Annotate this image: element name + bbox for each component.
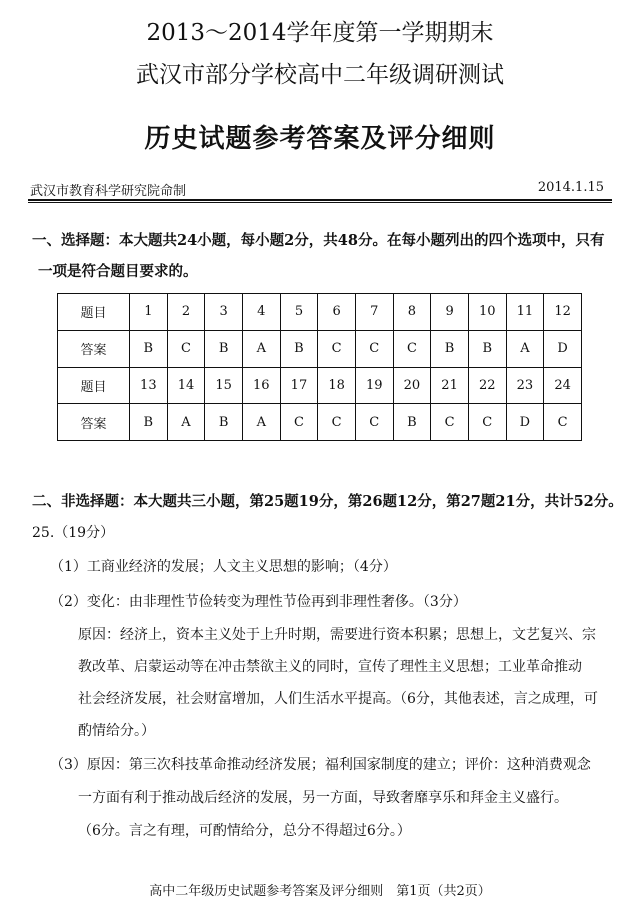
table-cell: 6 bbox=[318, 294, 356, 331]
table-cell: C bbox=[544, 404, 582, 441]
table-cell: B bbox=[431, 330, 469, 367]
table-cell: 4 bbox=[242, 294, 280, 331]
section1-heading: 一、选择题：本大题共24小题，每小题2分，共48分。在每小题列出的四个选项中，只有 bbox=[32, 232, 605, 249]
header-divider bbox=[28, 199, 612, 201]
section2-heading: 二、非选择题：本大题共三小题，第25题19分，第26题12分，第27题21分，共计52分。 bbox=[32, 493, 623, 510]
table-cell: 22 bbox=[468, 367, 506, 404]
table-cell: A bbox=[167, 404, 205, 441]
table-cell: 12 bbox=[544, 294, 582, 331]
header-divider-thin bbox=[28, 202, 612, 203]
answer-part3-note: （6分。言之有理，可酌情给分，总分不得超过6分。） bbox=[78, 823, 411, 839]
table-cell: C bbox=[393, 330, 431, 367]
page-footer: 高中二年级历史试题参考答案及评分细则 第1页（共2页） bbox=[149, 884, 491, 899]
answer-part2-reason: 原因：经济上，资本主义处于上升时期，需要进行资本积累；思想上，文艺复兴、宗 bbox=[78, 627, 596, 643]
question-label: 题目 bbox=[58, 367, 130, 404]
table-cell: 19 bbox=[355, 367, 393, 404]
table-cell: A bbox=[242, 404, 280, 441]
table-row bbox=[58, 367, 582, 404]
issue-date: 2014.1.15 bbox=[537, 180, 604, 195]
exam-title-line1: 2013～2014学年度第一学期期末 bbox=[146, 20, 494, 46]
answer-label: 答案 bbox=[58, 404, 130, 441]
exam-title-line2: 武汉市部分学校高中二年级调研测试 bbox=[136, 62, 504, 88]
table-cell: 10 bbox=[468, 294, 506, 331]
table-cell: 1 bbox=[130, 294, 168, 331]
table-cell: D bbox=[506, 404, 544, 441]
table-cell: 3 bbox=[205, 294, 243, 331]
question25-header: 25.（19分） bbox=[32, 525, 115, 541]
table-cell: D bbox=[544, 330, 582, 367]
answer-table bbox=[57, 293, 582, 441]
table-cell: 14 bbox=[167, 367, 205, 404]
table-cell: 17 bbox=[280, 367, 318, 404]
table-cell: B bbox=[130, 404, 168, 441]
table-cell: B bbox=[393, 404, 431, 441]
table-cell: 20 bbox=[393, 367, 431, 404]
table-cell: 13 bbox=[130, 367, 168, 404]
table-row bbox=[58, 404, 582, 441]
answer-part3-cont: 一方面有利于推动战后经济的发展，另一方面，导致奢靡享乐和拜金主义盛行。 bbox=[78, 790, 568, 806]
section1-heading-cont: 一项是符合题目要求的。 bbox=[38, 263, 198, 280]
table-cell: C bbox=[318, 330, 356, 367]
table-cell: 8 bbox=[393, 294, 431, 331]
issuer: 武汉市教育科学研究院命制 bbox=[30, 184, 187, 199]
table-cell: B bbox=[205, 330, 243, 367]
table-cell: 24 bbox=[544, 367, 582, 404]
question-label: 题目 bbox=[58, 294, 130, 331]
table-cell: 21 bbox=[431, 367, 469, 404]
table-cell: 5 bbox=[280, 294, 318, 331]
table-cell: 11 bbox=[506, 294, 544, 331]
answer-part2-reason: 酌情给分。） bbox=[78, 723, 155, 739]
table-cell: 7 bbox=[355, 294, 393, 331]
table-cell: A bbox=[242, 330, 280, 367]
table-cell: C bbox=[355, 330, 393, 367]
answer-part2: （2）变化：由非理性节俭转变为理性节俭再到非理性奢侈。（3分） bbox=[50, 594, 467, 610]
table-cell: C bbox=[468, 404, 506, 441]
answer-part2-reason: 社会经济发展，社会财富增加，人们生活水平提高。（6分，其他表述，言之成理，可 bbox=[78, 691, 598, 707]
table-cell: B bbox=[205, 404, 243, 441]
answer-label: 答案 bbox=[58, 330, 130, 367]
table-cell: 9 bbox=[431, 294, 469, 331]
table-cell: C bbox=[431, 404, 469, 441]
table-cell: 15 bbox=[205, 367, 243, 404]
table-cell: C bbox=[318, 404, 356, 441]
table-cell: C bbox=[280, 404, 318, 441]
table-cell: A bbox=[506, 330, 544, 367]
table-cell: B bbox=[130, 330, 168, 367]
table-cell: C bbox=[355, 404, 393, 441]
answer-part3: （3）原因：第三次科技革命推动经济发展；福利国家制度的建立；评价：这种消费观念 bbox=[50, 757, 591, 773]
answer-part1: （1）工商业经济的发展；人文主义思想的影响；（4分） bbox=[50, 559, 397, 575]
answer-part2-reason: 教改革、启蒙运动等在冲击禁欲主义的同时，宣传了理性主义思想；工业革命推动 bbox=[78, 659, 582, 675]
table-row bbox=[58, 294, 582, 331]
document-title: 历史试题参考答案及评分细则 bbox=[144, 124, 496, 154]
table-cell: C bbox=[167, 330, 205, 367]
table-row bbox=[58, 330, 582, 367]
table-cell: 2 bbox=[167, 294, 205, 331]
table-cell: B bbox=[280, 330, 318, 367]
table-cell: 16 bbox=[242, 367, 280, 404]
table-cell: B bbox=[468, 330, 506, 367]
table-cell: 18 bbox=[318, 367, 356, 404]
table-cell: 23 bbox=[506, 367, 544, 404]
